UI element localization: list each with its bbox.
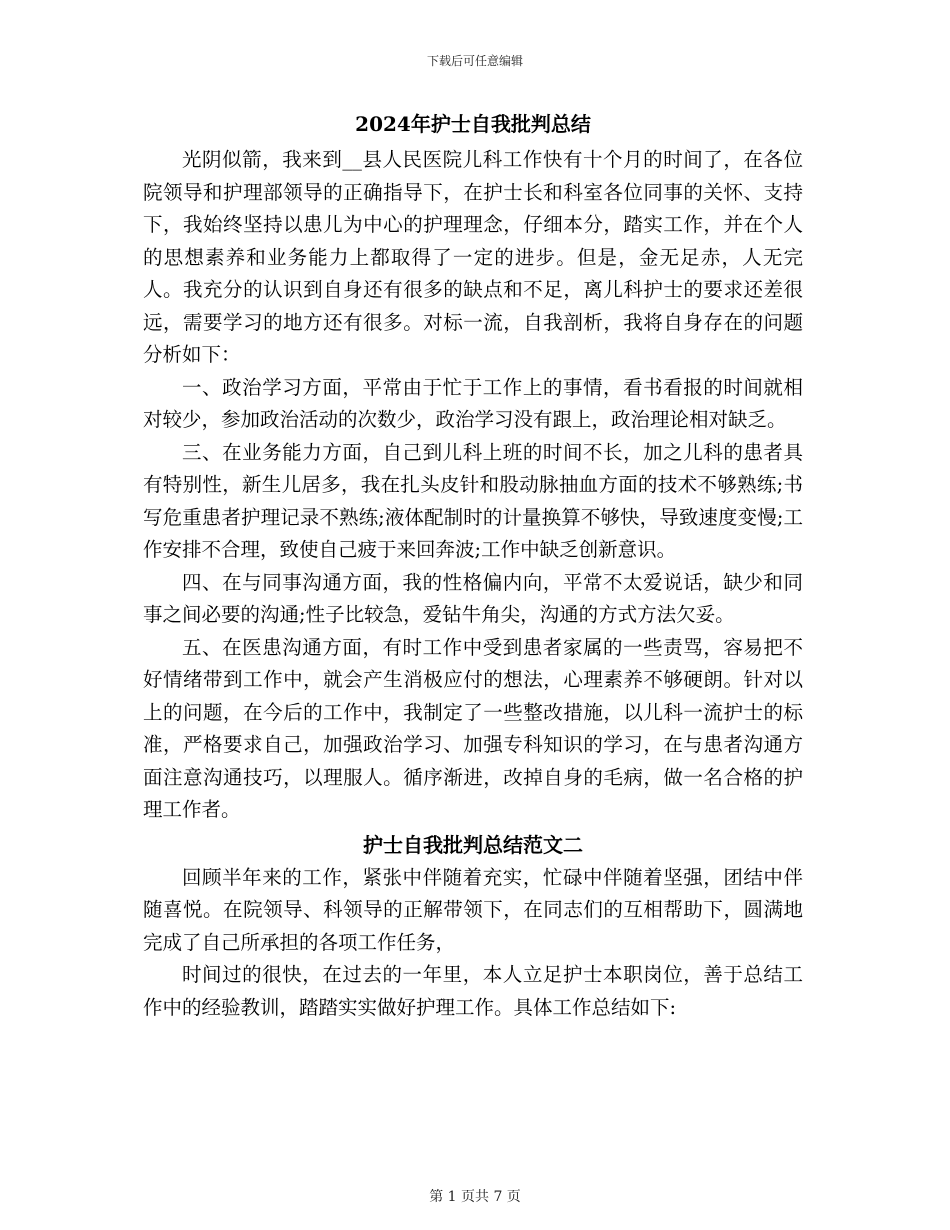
paragraph-political-study: 一、政治学习方面，平常由于忙于工作上的事情，看书看报的时间就相对较少，参加政治活动的次数少，政治学习没有跟上，政治理论相对缺乏。 [143, 375, 803, 431]
document-body [143, 108, 803, 1024]
document-title: 2024年护士自我批判总结 [355, 112, 591, 136]
paragraph-summary-intro: 时间过的很快，在过去的一年里，本人立足护士本职岗位，善于总结工作中的经验教训，踏踏实实做好护理工作。具体工作总结如下: [143, 963, 803, 1019]
paragraph-business-ability: 三、在业务能力方面，自己到儿科上班的时间不长，加之儿科的患者具有特别性，新生儿居多，我在扎头皮针和股动脉抽血方面的技术不够熟练;书写危重患者护理记录不熟练;液体配制时的计量换算不够快，导致速度变慢;工作安排不合理，致使自己疲于来回奔波;工作中缺乏创新意识。 [143, 440, 803, 561]
page-header: 下载后可任意编辑 [426, 54, 523, 68]
section-subtitle: 护士自我批判总结范文二 [363, 832, 583, 857]
page-footer: 第 1 页共 7 页 [429, 1189, 521, 1205]
paragraph-review: 回顾半年来的工作，紧张中伴随着充实，忙碌中伴随着坚强，团结中伴随喜悦。在院领导、科领导的正解带领下，在同志们的互相帮助下，圆满地完成了自己所承担的各项工作任务， [143, 865, 803, 954]
paragraph-patient-communication: 五、在医患沟通方面，有时工作中受到患者家属的一些责骂，容易把不好情绪带到工作中，就会产生消极应付的想法，心理素养不够硬朗。针对以上的问题，在今后的工作中，我制定了一些整改措施，以儿科一流护士的标准，严格要求自己，加强政治学习、加强专科知识的学习，在与患者沟通方面注意沟通技巧，以理服人。循序渐进，改掉自身的毛病，做一名合格的护理工作者。 [143, 635, 803, 821]
paragraph-intro: 光阴似箭，我来到__县人民医院儿科工作快有十个月的时间了，在各位院领导和护理部领导的正确指导下，在护士长和科室各位同事的关怀、支持下，我始终坚持以患儿为中心的护理理念，仔细本分，踏实工作，并在个人的思想素养和业务能力上都取得了一定的进步。但是，金无足赤，人无完人。我充分的认识到自身还有很多的缺点和不足，离儿科护士的要求还差很远，需要学习的地方还有很多。对标一流，自我剖析，我将自身存在的问题分析如下： [143, 148, 803, 366]
paragraph-colleague-communication: 四、在与同事沟通方面，我的性格偏内向，平常不太爱说话，缺少和同事之间必要的沟通;性子比较急，爱钻牛角尖，沟通的方式方法欠妥。 [143, 570, 803, 626]
